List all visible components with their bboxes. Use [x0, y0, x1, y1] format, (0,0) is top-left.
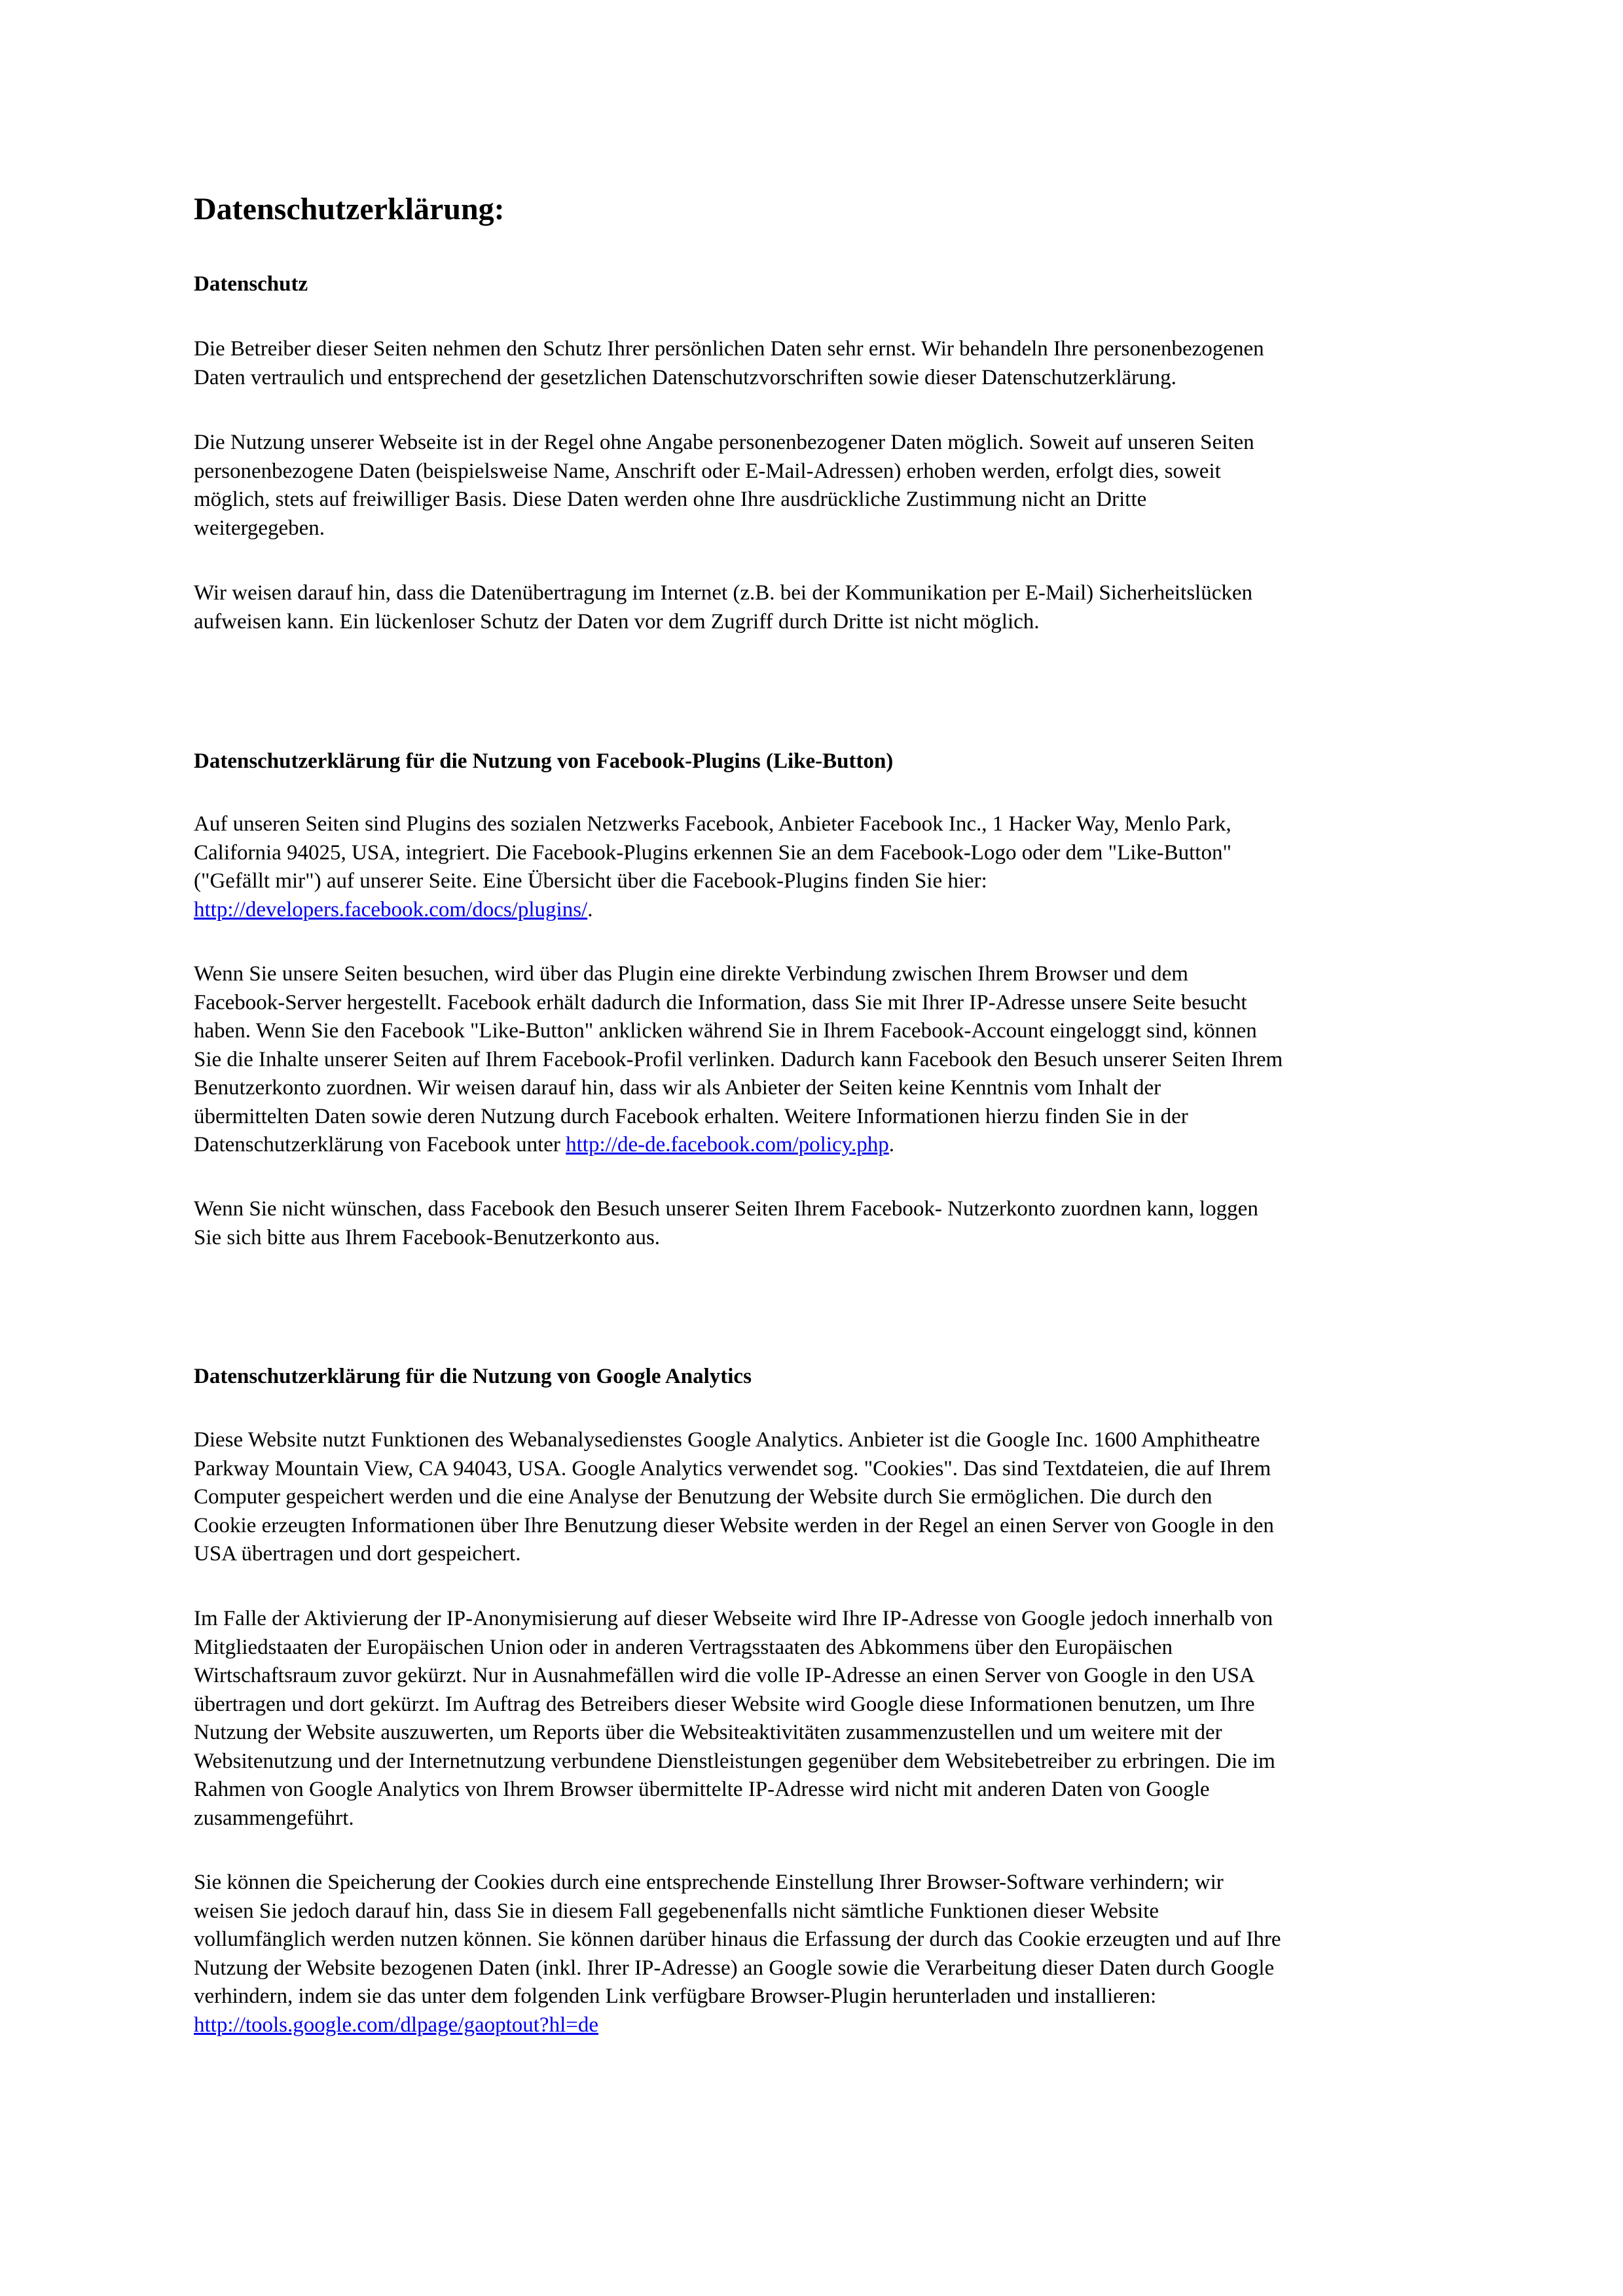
facebook-plugins-link[interactable]: http://developers.facebook.com/docs/plugins/ [194, 897, 588, 922]
section-heading-datenschutz: Datenschutz [194, 272, 308, 296]
text-line: ("Gefällt mir") auf unserer Seite. Eine Übersicht über die Facebook-Plugins finden Sie hier: [194, 869, 987, 893]
text-line: Websitenutzung und der Internetnutzung verbundene Dienstleistungen gegenüber dem Websitebetreiber zu erbringen. Die im [194, 1749, 1275, 1773]
text-line [194, 2011, 1451, 2040]
text-line: Auf unseren Seiten sind Plugins des sozialen Netzwerks Facebook, Anbieter Facebook Inc., 1 Hacker Way, Menlo Park, [194, 812, 1231, 836]
text-line: Die Nutzung unserer Webseite ist in der Regel ohne Angabe personenbezogener Daten möglich. Soweit auf unseren Seiten [194, 431, 1254, 454]
text-line: Sie sich bitte aus Ihrem Facebook-Benutzerkonto aus. [194, 1225, 661, 1249]
paragraph [194, 1869, 1451, 2039]
text-line: Im Falle der Aktivierung der IP-Anonymisierung auf dieser Webseite wird Ihre IP-Adresse von Google jedoch innerhalb von [194, 1607, 1273, 1630]
facebook-policy-link[interactable]: http://de-de.facebook.com/policy.php [566, 1133, 889, 1157]
text-line: Cookie erzeugten Informationen über Ihre Benutzung dieser Website werden in der Regel an einen Server von Google in den [194, 1513, 1274, 1537]
text-line: Wirtschaftsraum zuvor gekürzt. Nur in Ausnahmefällen wird die volle IP-Adresse an einen Server von Google in den USA [194, 1664, 1255, 1687]
text-line: weisen Sie jedoch darauf hin, dass Sie in diesem Fall gegebenenfalls nicht sämtliche Funktionen dieser Website [194, 1899, 1159, 1923]
text-line: zusammengeführt. [194, 1806, 354, 1830]
paragraph [194, 1426, 1451, 1569]
text-line [194, 1131, 1451, 1160]
text-line: Benutzerkonto zuordnen. Wir weisen darauf hin, dass wir als Anbieter der Seiten keine Kenntnis vom Inhalt der [194, 1076, 1161, 1100]
paragraph [194, 429, 1451, 543]
text-line: aufweisen kann. Ein lückenloser Schutz der Daten vor dem Zugriff durch Dritte ist nicht möglich. [194, 609, 1040, 634]
text-line: Wenn Sie nicht wünschen, dass Facebook den Besuch unserer Seiten Ihrem Facebook- Nutzerkonto zuordnen kann, loggen [194, 1197, 1258, 1221]
paragraph [194, 960, 1451, 1160]
text-line: Facebook-Server hergestellt. Facebook erhält dadurch die Information, dass Sie mit Ihrer IP-Adresse unsere Seite besucht [194, 990, 1247, 1014]
paragraph [194, 810, 1451, 924]
paragraph [194, 1605, 1451, 1833]
text-line: Wenn Sie unsere Seiten besuchen, wird über das Plugin eine direkte Verbindung zwischen Ihrem Browser und dem [194, 962, 1188, 986]
text-line: Mitgliedstaaten der Europäischen Union oder in anderen Vertragsstaaten des Abkommens über den Europäischen [194, 1635, 1173, 1659]
section-heading-facebook: Datenschutzerklärung für die Nutzung von Facebook-Plugins (Like-Button) [194, 749, 894, 773]
text-line: Sie die Inhalte unserer Seiten auf Ihrem Facebook-Profil verlinken. Dadurch kann Facebook den Besuch unserer Seiten Ihrem [194, 1047, 1283, 1071]
text-line: Rahmen von Google Analytics von Ihrem Browser übermittelte IP-Adresse wird nicht mit anderen Daten von Google [194, 1778, 1210, 1801]
paragraph [194, 1195, 1451, 1252]
text-line: Wir weisen darauf hin, dass die Datenübertragung im Internet (z.B. bei der Kommunikation per E-Mail) Sicherheitslücken [194, 581, 1252, 605]
text-line: Die Betreiber dieser Seiten nehmen den Schutz Ihrer persönlichen Daten sehr ernst. Wir behandeln Ihre personenbezogenen [194, 337, 1264, 361]
paragraph [194, 335, 1451, 392]
link-suffix: . [587, 897, 593, 922]
text-line: Nutzung der Website auszuwerten, um Reports über die Websiteaktivitäten zusammenzustellen und um weitere mit der [194, 1721, 1222, 1744]
text-line: Diese Website nutzt Funktionen des Webanalysedienstes Google Analytics. Anbieter ist die Google Inc. 1600 Amphitheatre [194, 1428, 1260, 1452]
page-title: Datenschutzerklärung: [194, 192, 505, 226]
text-line [194, 896, 1451, 925]
text-line: Daten vertraulich und entsprechend der gesetzlichen Datenschutzvorschriften sowie dieser Datenschutzerklärung. [194, 365, 1176, 389]
text-line: Parkway Mountain View, CA 94043, USA. Google Analytics verwendet sog. "Cookies". Das sind Textdateien, die auf Ihrem [194, 1456, 1271, 1480]
text-line: verhindern, indem sie das unter dem folgenden Link verfügbare Browser-Plugin herunterladen und installieren: [194, 1984, 1157, 2008]
text-line: California 94025, USA, integriert. Die Facebook-Plugins erkennen Sie an dem Facebook-Logo oder dem "Like-Button" [194, 840, 1231, 865]
text-line: übermittelten Daten sowie deren Nutzung durch Facebook erhalten. Weitere Informationen hierzu finden Sie in der [194, 1104, 1188, 1128]
text-line: personenbezogene Daten (beispielsweise Name, Anschrift oder E-Mail-Adressen) erhoben werden, erfolgt dies, soweit [194, 459, 1221, 483]
text-line: übertragen und dort gekürzt. Im Auftrag des Betreibers dieser Website wird Google diese Informationen benutzen, um Ihre [194, 1692, 1255, 1716]
text-line: weitergegeben. [194, 516, 325, 540]
link-prefix: Datenschutzerklärung von Facebook unter [194, 1133, 566, 1157]
google-optout-link[interactable]: http://tools.google.com/dlpage/gaoptout?hl=de [194, 2013, 599, 2037]
text-line: vollumfänglich werden nutzen können. Sie können darüber hinaus die Erfassung der durch das Cookie erzeugten und auf Ihre [194, 1928, 1281, 1951]
section-heading-google-analytics: Datenschutzerklärung für die Nutzung von Google Analytics [194, 1365, 752, 1388]
text-line: USA übertragen und dort gespeichert. [194, 1542, 521, 1566]
text-line: möglich, stets auf freiwilliger Basis. Diese Daten werden ohne Ihre ausdrückliche Zustimmung nicht an Dritte [194, 488, 1147, 511]
link-suffix: . [888, 1133, 895, 1157]
text-line: Nutzung der Website bezogenen Daten (inkl. Ihrer IP-Adresse) an Google sowie die Verarbeitung dieser Daten durch Google [194, 1956, 1275, 1980]
paragraph [194, 579, 1451, 636]
text-line: Sie können die Speicherung der Cookies durch eine entsprechende Einstellung Ihrer Browser-Software verhindern; wir [194, 1871, 1224, 1894]
text-line: haben. Wenn Sie den Facebook "Like-Button" anklicken während Sie in Ihrem Facebook-Account eingeloggt sind, können [194, 1019, 1257, 1043]
text-line: Computer gespeichert werden und die eine Analyse der Benutzung der Website durch Sie ermöglichen. Die durch den [194, 1485, 1213, 1509]
